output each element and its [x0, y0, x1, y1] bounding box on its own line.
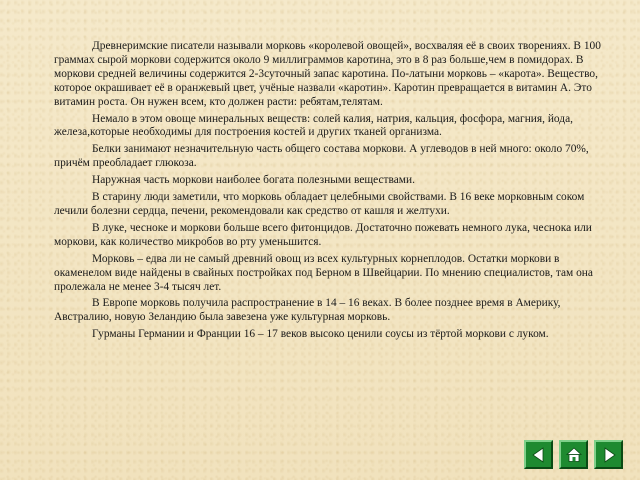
- paragraph: Немало в этом овоще минеральных веществ: солей калия, натрия, кальция, фосфора, магния, йода, железа,которые необходимы для построения костей и других тканей организма.: [54, 112, 573, 139]
- navigation-bar: [524, 440, 623, 469]
- paragraph: В Европе морковь получила распространение в 14 – 16 веках. В более позднее время в Америку, Австралию, новую Зеландию была завезена уже культурная морковь.: [54, 297, 561, 324]
- paragraph: В луке, чесноке и моркови больше всего фитонцидов. Достаточно пожевать немного лука, чеснока или моркови, как количество микробов во рту уменьшится.: [54, 221, 592, 248]
- paragraph: Белки занимают незначительную часть общего состава моркови. А углеводов в ней много: около 70%, причём преобладает глюкоза.: [54, 143, 589, 170]
- paragraph: В старину люди заметили, что морковь обладает целебными свойствами. В 16 веке морковным соком лечили болезни сердца, печени, рекомендовали как средство от кашля и желтухи.: [54, 191, 585, 217]
- arrow-left-icon: [530, 446, 548, 464]
- paragraph: Древнеримские писатели называли морковь «королевой овощей», восхваляя её в своих творениях. В 100 граммах сырой моркови содержится около 9 миллиграммов каротина, это в 8 раз больше,чем в помидорах. В моркови средней величины содержится 2-3суточный запас каротина. По-латыни морковь – «карота». Вещество, которое окрашивает её в оранжевый цвет, учёные назвали «каротин». Каротин превращается в витамин А. Это витамин роста. Он нужен всем, кто должен расти: ребятам,телятам.: [54, 40, 601, 108]
- article-text: [54, 40, 606, 345]
- paragraph: Наружная часть моркови наиболее богата полезными веществами.: [92, 174, 415, 187]
- home-button[interactable]: [559, 440, 588, 469]
- paragraph: Гурманы Германии и Франции 16 – 17 веков высоко ценили соусы из тёртой моркови с луком.: [92, 328, 549, 341]
- paragraph: Морковь – едва ли не самый древний овощ из всех культурных корнеплодов. Остатки моркови в окаменелом виде найдены в свайных постройках под Берном в Швейцарии. По мнению специалистов, там она пролежала не менее 3-4 тысяч лет.: [54, 252, 593, 293]
- home-icon: [565, 446, 583, 464]
- arrow-right-icon: [600, 446, 618, 464]
- next-slide-button[interactable]: [594, 440, 623, 469]
- previous-slide-button[interactable]: [524, 440, 553, 469]
